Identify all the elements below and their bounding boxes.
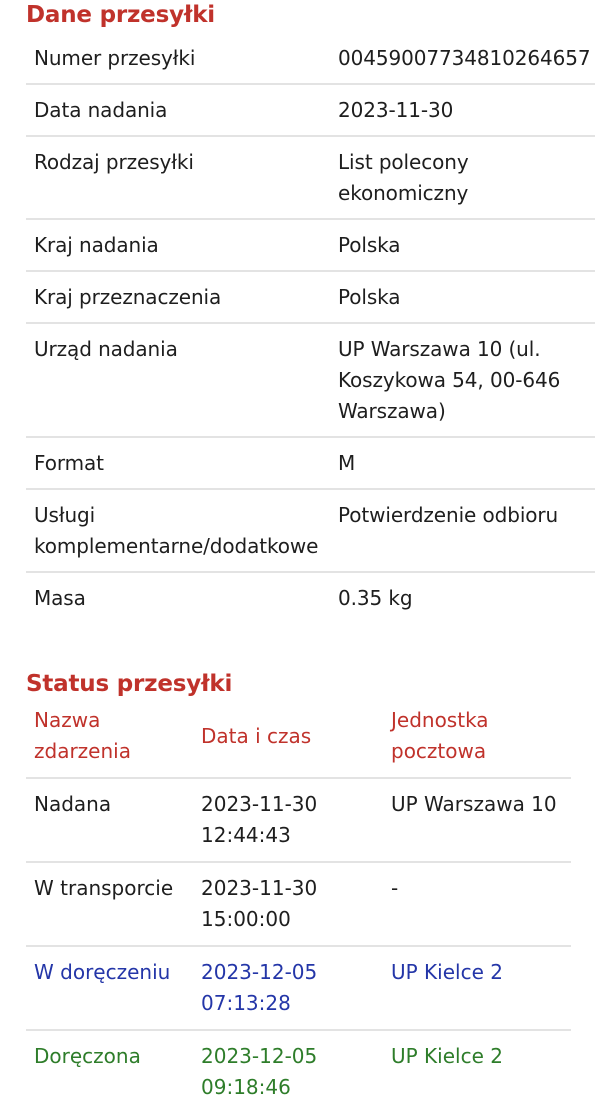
- detail-value: M: [330, 437, 595, 489]
- detail-value: Polska: [330, 271, 595, 323]
- event-datetime: [193, 862, 383, 946]
- detail-value: 0.35 kg: [330, 572, 595, 623]
- detail-label: Data nadania: [26, 84, 330, 136]
- event-unit: -: [383, 862, 571, 946]
- detail-label: Format: [26, 437, 330, 489]
- event-time: 07:13:28: [201, 991, 291, 1015]
- detail-row-posting-office: [26, 323, 595, 437]
- detail-value: Polska: [330, 219, 595, 271]
- event-date: 2023-11-30: [201, 876, 318, 900]
- event-time: 09:18:46: [201, 1075, 291, 1099]
- event-unit: UP Kielce 2: [383, 1030, 571, 1113]
- detail-row-destination-country: [26, 271, 595, 323]
- shipment-details-heading: Dane przesyłki: [26, 2, 215, 28]
- event-time: 12:44:43: [201, 823, 291, 847]
- event-datetime: [193, 946, 383, 1030]
- detail-value: UP Warszawa 10 (ul. Koszykowa 54, 00-646 Warszawa): [330, 323, 595, 437]
- event-name: W transporcie: [26, 862, 193, 946]
- status-row-in-transport: [26, 862, 571, 946]
- event-unit: UP Warszawa 10: [383, 778, 571, 862]
- detail-row-origin-country: [26, 219, 595, 271]
- shipment-status-heading: Status przesyłki: [26, 671, 233, 697]
- detail-row-send-date: [26, 84, 595, 136]
- detail-label: Rodzaj przesyłki: [26, 136, 330, 219]
- detail-value: List polecony ekonomiczny: [330, 136, 595, 219]
- status-header-row: [26, 705, 571, 778]
- status-row-delivered: [26, 1030, 571, 1113]
- event-unit: UP Kielce 2: [383, 946, 571, 1030]
- detail-label: Usługi komplementarne/dodatkowe: [26, 489, 330, 572]
- detail-row-tracking-number: [26, 34, 595, 84]
- column-header-unit: Jednostka pocztowa: [391, 708, 489, 763]
- detail-row-weight: [26, 572, 595, 623]
- event-name: W doręczeniu: [26, 946, 193, 1030]
- detail-value: 00459007734810264657: [338, 46, 591, 70]
- detail-label: Kraj przeznaczenia: [26, 271, 330, 323]
- detail-row-format: [26, 437, 595, 489]
- column-header-event: Nazwa zdarzenia: [34, 708, 131, 763]
- detail-label: Numer przesyłki: [34, 46, 196, 70]
- event-time: 15:00:00: [201, 907, 291, 931]
- shipment-details-table: [26, 34, 595, 623]
- event-date: 2023-12-05: [201, 960, 318, 984]
- event-datetime: [193, 1030, 383, 1113]
- shipment-status-table: [26, 705, 571, 1113]
- detail-label: Masa: [26, 572, 330, 623]
- event-datetime: [193, 778, 383, 862]
- detail-value: 2023-11-30: [330, 84, 595, 136]
- status-row-posted: [26, 778, 571, 862]
- event-date: 2023-12-05: [201, 1044, 318, 1068]
- detail-label: Urząd nadania: [26, 323, 330, 437]
- status-row-out-for-delivery: [26, 946, 571, 1030]
- detail-row-additional-services: [26, 489, 595, 572]
- detail-label: Kraj nadania: [26, 219, 330, 271]
- event-name: Nadana: [26, 778, 193, 862]
- detail-row-shipment-type: [26, 136, 595, 219]
- event-name: Doręczona: [26, 1030, 193, 1113]
- event-date: 2023-11-30: [201, 792, 318, 816]
- detail-value: Potwierdzenie odbioru: [330, 489, 595, 572]
- column-header-datetime: Data i czas: [201, 723, 312, 748]
